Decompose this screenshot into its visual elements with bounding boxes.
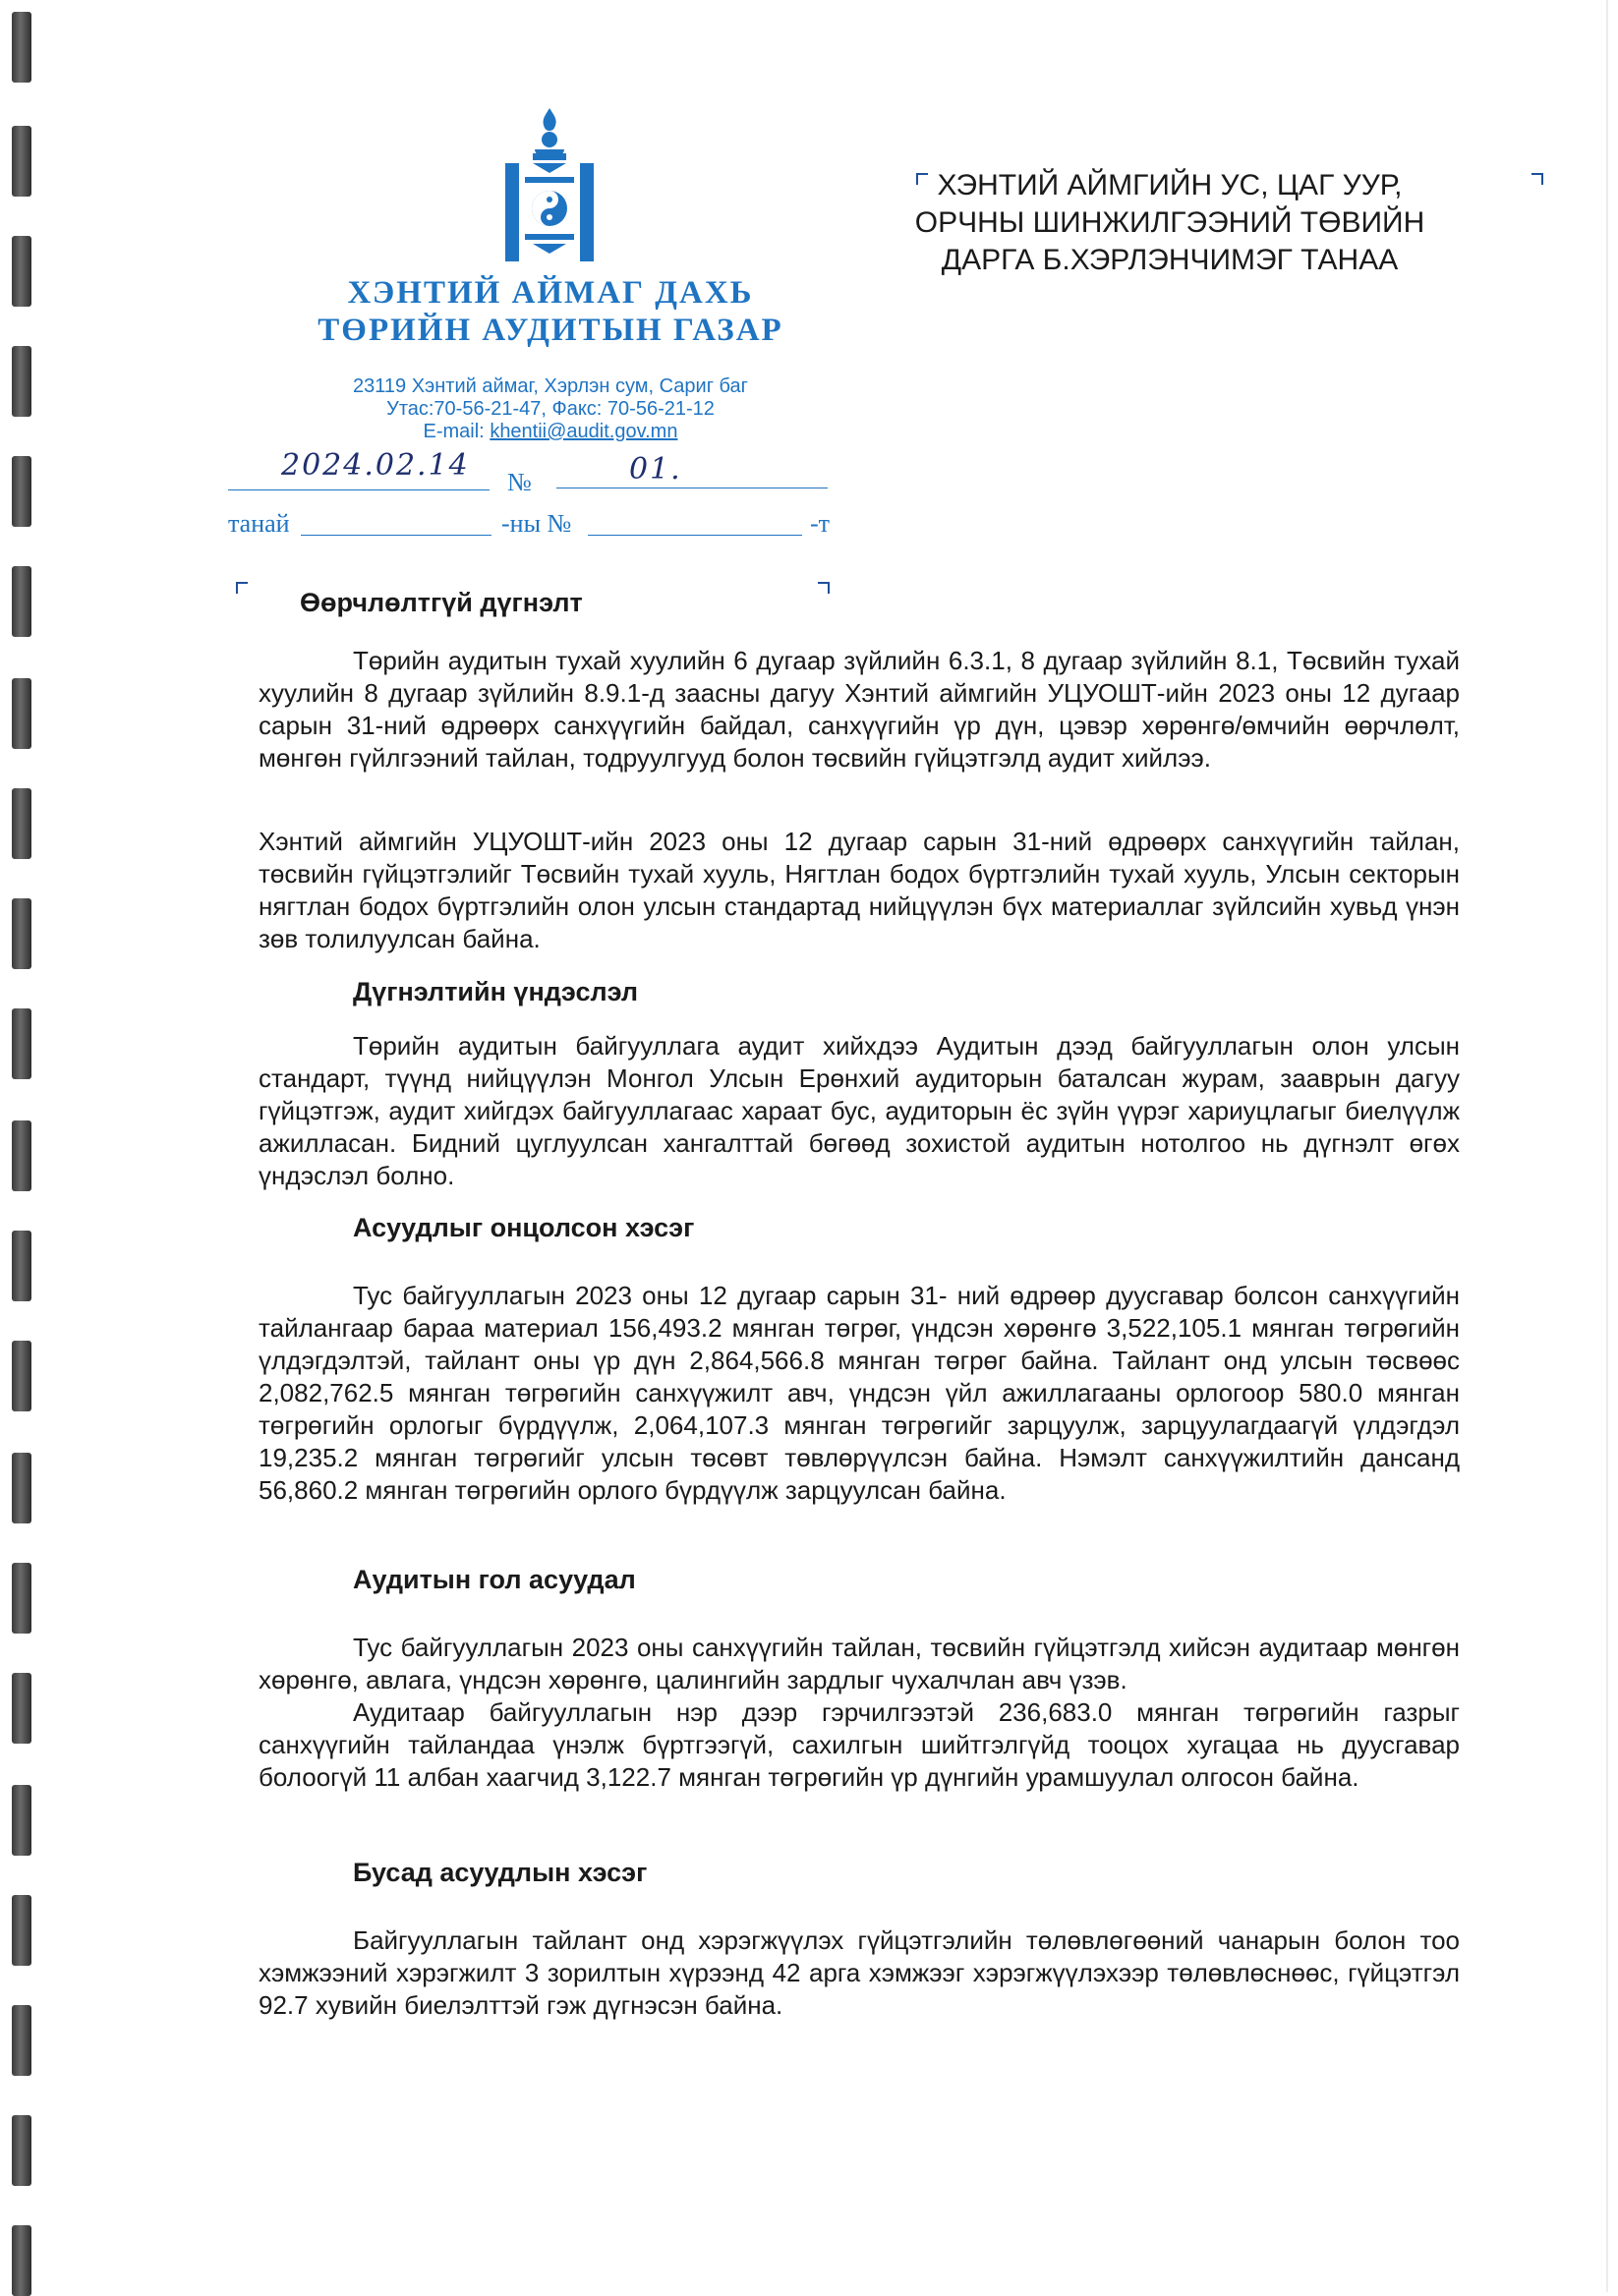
binding-hole [12, 678, 31, 749]
date-line [228, 489, 490, 490]
subject-corner-mark [236, 582, 248, 594]
soyombo-emblem-icon [503, 106, 596, 265]
binding-hole [12, 1785, 31, 1856]
binding-hole [12, 1895, 31, 1966]
addressee-line3: ДАРГА Б.ХЭРЛЭНЧИМЭГ ТАНАА [941, 244, 1399, 276]
paragraph-emphasis: Тус байгууллагын 2023 оны 12 дугаар сарын 31- ний өдрөөр дуусгавар болсон санхүүгийн тайлангаар бараа материал 156,493.2 мянган төгрөг, үндсэн хөрөнгө 3,522,105.1 мянган төгрөгийн үлдэгдэлтэй, тайлант оны үр дүн 2,864,566.8 мянган төгрөг байна. Тайлант онд улсын төсвөөс 2,082,762.5 мянган төгрөгийн санхүүжилт авч, үндсэн үйл ажиллагааны орлогоор 580.0 мянган төгрөгийн орлогыг бүрдүүлж, 2,064,107.3 мянган төгрөгийг зарцуулж, зарцуулагдаагүй үлдэгдэл 19,235.2 мянган төгрөгийг улсын төсөвт төвлөрүүлсэн байна. Нэмэлт санхүүжилтийн дансанд 56,860.2 мянган төгрөгийн орлого бүрдүүлж зарцуулсан байна. [259, 1281, 1460, 1505]
paragraph-basis: Төрийн аудитын байгууллага аудит хийхдээ Аудитын дээд байгууллагын олон улсын стандарт, түүнд нийцүүлэн Монгол Улсын Ерөнхий аудиторын баталсан журам, зааврын дагуу гүйцэтгэж, аудит хийгдэх байгууллагаас хараат бус, аудиторын ёс зүйн үүрэг хариуцлагыг биелүүлж ажилласан. Бидний цуглуулсан хангалттай бөгөөд зохистой аудитын нотолгоо нь дүгнэлт өгөх үндэслэл болно. [259, 1031, 1460, 1190]
binding-strip [0, 0, 39, 2292]
org-name-line1: ХЭНТИЙ АЙМАГ ДАХЬ [347, 275, 754, 311]
addressee-block [885, 167, 1455, 279]
heading-other-matters: Бусад асуудлын хэсэг [353, 1858, 648, 1887]
your-ref-suffix: -т [810, 509, 831, 538]
binding-hole [12, 788, 31, 859]
binding-hole [12, 1008, 31, 1079]
binding-hole [12, 126, 31, 197]
page-edge [1606, 0, 1608, 2292]
paragraph-opinion: Хэнтий аймгийн УЦУОШТ-ийн 2023 оны 12 дугаар сарын 31-ний өдрөөрх санхүүгийн тайлан, төсвийн гүйцэтгэлийг Төсвийн тухай хууль, Нягтлан бодох бүртгэлийн тухай хууль, Улсын секторын нягтлан бодох бүртгэлийн олон улсын стандартад нийцүүлэн бүх материаллаг зүйлсийн хувьд үнэн зөв толилуулсан байна. [259, 827, 1460, 953]
binding-hole [12, 1341, 31, 1411]
binding-hole [12, 12, 31, 83]
org-phone-fax: Утас:70-56-21-47, Факс: 70-56-21-12 [386, 398, 715, 420]
your-ref-number-label: -ны № [501, 509, 572, 538]
binding-hole [12, 1120, 31, 1191]
handwritten-number: 01. [629, 452, 682, 487]
binding-hole [12, 898, 31, 969]
org-email-line [256, 421, 845, 443]
binding-hole [12, 346, 31, 417]
heading-basis: Дүгнэлтийн үндэслэл [353, 977, 638, 1006]
binding-hole [12, 1563, 31, 1634]
subject-corner-mark [818, 582, 830, 594]
org-name-line2: ТӨРИЙН АУДИТЫН ГАЗАР [318, 313, 783, 348]
org-address: 23119 Хэнтий аймаг, Хэрлэн сум, Сариг баг [353, 375, 748, 397]
heading-emphasis: Асуудлыг онцолсон хэсэг [353, 1213, 695, 1242]
heading-key-audit-matters: Аудитын гол асуудал [353, 1565, 636, 1594]
your-ref-line [301, 535, 491, 536]
your-ref-label: танай [228, 509, 290, 538]
binding-hole [12, 2005, 31, 2076]
binding-hole [12, 1673, 31, 1744]
binding-hole [12, 236, 31, 307]
addressee-line1: ХЭНТИЙ АЙМГИЙН УС, ЦАГ УУР, [937, 169, 1403, 201]
handwritten-date: 2024.02.14 [281, 448, 470, 483]
paragraph-scope: Төрийн аудитын тухай хуулийн 6 дугаар зүйлийн 6.3.1, 8 дугаар зүйлийн 8.1, Төсвийн тухай хуулийн 8 дугаар зүйлийн 8.9.1-д заасны дагуу Хэнтий аймгийн УЦУОШТ-ийн 2023 оны 12 дугаар сарын 31-ний өдрөөрх санхүүгийн байдал, санхүүгийн үр дүн, цэвэр хөрөнгө/өмчийн өөрчлөлт, мөнгөн гүйлгээний тайлан, тодруулгууд болон төсвийн гүйцэтгэлд аудит хийлээ. [259, 646, 1460, 773]
your-ref-number-line [588, 535, 802, 536]
binding-hole [12, 2115, 31, 2186]
paragraph-key-audit-matters: Тус байгууллагын 2023 оны санхүүгийн тайлан, төсвийн гүйцэтгэлд хийсэн аудитаар мөнгөн хөрөнгө, авлага, үндсэн хөрөнгө, цалингийн зардлыг чухалчлан авч үзэв. [259, 1633, 1460, 1694]
binding-hole [12, 566, 31, 637]
addressee-line2: ОРЧНЫ ШИНЖИЛГЭЭНИЙ ТӨВИЙН [914, 206, 1425, 239]
binding-hole [12, 1453, 31, 1523]
number-label: № [507, 468, 532, 496]
email-label: E-mail: [423, 421, 491, 442]
paragraph-other-matters: Байгууллагын тайлант онд хэрэгжүүлэх гүйцэтгэлийн төлөвлөгөөний чанарын болон тоо хэмжээний хэрэгжилт 3 зорилтын хүрээнд 42 арга хэмжээг хэрэгжүүлэхээр төлөвлөснөөс, гүйцэтгэл 92.7 хувийн биелэлттэй гэж дүгнэсэн байна. [259, 1925, 1460, 2020]
paragraph-key-audit-findings: Аудитаар байгууллагын нэр дээр гэрчилгээтэй 236,683.0 мянган төгрөгийн газрыг санхүүгийн тайландаа үнэлж бүртгээгүй, сахилгын шийтгэлгүйд тооцох хугацаа нь дуусгавар болоогүй 11 албан хаагчид 3,122.7 мянган төгрөгийн үр дүнгийн урамшуулал олгосон байна. [259, 1697, 1460, 1792]
document-title: Өөрчлөлтгүй дүгнэлт [300, 588, 583, 617]
addressee-corner-mark [1531, 173, 1543, 185]
binding-hole [12, 456, 31, 527]
binding-hole [12, 2225, 31, 2296]
binding-hole [12, 1231, 31, 1301]
email-link[interactable]: khentii@audit.gov.mn [490, 421, 678, 442]
